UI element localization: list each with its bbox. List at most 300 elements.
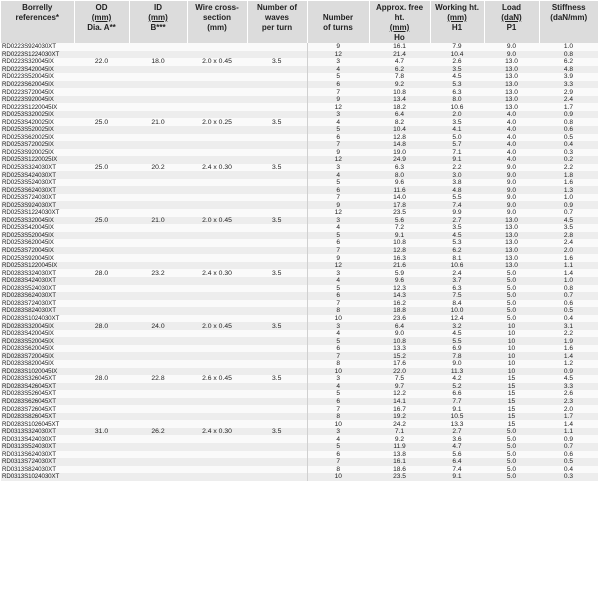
working-height-cell: 8.0 [430,96,484,104]
load-cell: 15 [484,375,539,383]
od-cell [74,43,129,51]
wire-section-cell [187,285,247,293]
stiffness-cell: 4.5 [539,217,598,225]
turns-cell: 6 [307,134,369,142]
id-cell [129,111,187,119]
stiffness-cell: 0.6 [539,451,598,459]
free-height-cell: 9.1 [369,232,430,240]
load-cell: 5.0 [484,269,539,277]
turns-cell: 3 [307,375,369,383]
working-height-cell: 5.5 [430,194,484,202]
id-cell: 20.2 [129,164,187,172]
waves-cell [247,443,307,451]
load-cell: 5.0 [484,473,539,481]
waves-cell [247,51,307,59]
reference-cell: RD0223S420045IX [1,66,74,74]
stiffness-cell: 2.2 [539,164,598,172]
reference-cell: RD0253S724030XT [1,194,74,202]
turns-cell: 9 [307,149,369,157]
wire-section-cell [187,473,247,481]
wire-section-cell [187,141,247,149]
free-height-cell: 13.8 [369,451,430,459]
waves-cell: 3.5 [247,375,307,383]
table-row [1,96,598,104]
reference-cell: RD0253S620025IX [1,134,74,142]
header-free-height: Approx. free ht. (mm) Ho [369,1,430,43]
turns-cell: 10 [307,420,369,428]
load-cell: 13.0 [484,254,539,262]
turns-cell: 5 [307,443,369,451]
waves-cell [247,390,307,398]
working-height-cell: 10.0 [430,307,484,315]
od-cell: 22.0 [74,58,129,66]
table-row [1,58,598,66]
reference-cell: RD0283S720045IX [1,352,74,360]
id-cell [129,337,187,345]
free-height-cell: 16.1 [369,458,430,466]
id-cell [129,186,187,194]
id-cell [129,435,187,443]
od-cell [74,300,129,308]
free-height-cell: 24.9 [369,156,430,164]
table-header [1,1,598,43]
waves-cell [247,224,307,232]
table-row [1,141,598,149]
reference-cell: RD0313S524030XT [1,443,74,451]
stiffness-cell: 0.5 [539,134,598,142]
turns-cell: 8 [307,360,369,368]
turns-cell: 5 [307,73,369,81]
reference-cell: RD0253S920045IX [1,254,74,262]
od-cell [74,209,129,217]
od-cell [74,224,129,232]
id-cell [129,179,187,187]
od-cell: 25.0 [74,118,129,126]
waves-cell [247,66,307,74]
reference-cell: RD0253S524030XT [1,179,74,187]
table-row [1,88,598,96]
table-row [1,352,598,360]
free-height-cell: 10.4 [369,126,430,134]
table-row [1,118,598,126]
reference-cell: RD0283S524030XT [1,285,74,293]
load-cell: 9.0 [484,43,539,51]
id-cell [129,352,187,360]
od-cell: 25.0 [74,217,129,225]
waves-cell [247,232,307,240]
stiffness-cell: 1.8 [539,171,598,179]
working-height-cell: 8.4 [430,300,484,308]
stiffness-cell: 0.5 [539,307,598,315]
turns-cell: 10 [307,473,369,481]
id-cell [129,254,187,262]
id-cell [129,194,187,202]
table-row [1,103,598,111]
header-id: ID (mm) B*** [129,1,187,43]
reference-cell: RD0253S420025IX [1,118,74,126]
od-cell [74,458,129,466]
working-height-cell: 10.6 [430,103,484,111]
table-row [1,73,598,81]
free-height-cell: 11.9 [369,443,430,451]
reference-cell: RD0223S1220045IX [1,103,74,111]
turns-cell: 7 [307,352,369,360]
free-height-cell: 12.3 [369,285,430,293]
free-height-cell: 9.6 [369,179,430,187]
reference-cell: RD0313S624030XT [1,451,74,459]
stiffness-cell: 0.9 [539,368,598,376]
turns-cell: 7 [307,88,369,96]
wire-section-cell [187,51,247,59]
free-height-cell: 12.8 [369,134,430,142]
waves-cell: 3.5 [247,164,307,172]
waves-cell [247,88,307,96]
wire-section-cell [187,352,247,360]
waves-cell [247,435,307,443]
id-cell: 26.2 [129,428,187,436]
waves-cell [247,81,307,89]
turns-cell: 3 [307,164,369,172]
wire-section-cell [187,390,247,398]
stiffness-cell: 1.7 [539,103,598,111]
od-cell [74,383,129,391]
free-height-cell: 10.8 [369,88,430,96]
wire-section-cell [187,232,247,240]
stiffness-cell: 0.7 [539,443,598,451]
free-height-cell: 4.7 [369,58,430,66]
table-row [1,428,598,436]
turns-cell: 5 [307,390,369,398]
stiffness-cell: 2.0 [539,247,598,255]
free-height-cell: 9.7 [369,383,430,391]
id-cell [129,201,187,209]
turns-cell: 9 [307,254,369,262]
waves-cell [247,141,307,149]
stiffness-cell: 1.4 [539,420,598,428]
turns-cell: 3 [307,428,369,436]
table-row [1,81,598,89]
table-row [1,285,598,293]
wire-section-cell: 2.4 x 0.30 [187,428,247,436]
turns-cell: 5 [307,285,369,293]
load-cell: 13.0 [484,73,539,81]
working-height-cell: 2.7 [430,217,484,225]
header-load: Load (daN) P1 [484,1,539,43]
turns-cell: 10 [307,368,369,376]
working-height-cell: 4.7 [430,443,484,451]
table-row [1,307,598,315]
free-height-cell: 23.5 [369,473,430,481]
turns-cell: 7 [307,458,369,466]
free-height-cell: 16.3 [369,254,430,262]
load-cell: 9.0 [484,186,539,194]
stiffness-cell: 4.5 [539,375,598,383]
working-height-cell: 5.3 [430,239,484,247]
table-row [1,451,598,459]
table-row [1,420,598,428]
working-height-cell: 10.5 [430,413,484,421]
free-height-cell: 7.8 [369,73,430,81]
wire-section-cell: 2.0 x 0.45 [187,217,247,225]
working-height-cell: 3.0 [430,171,484,179]
working-height-cell: 9.1 [430,156,484,164]
reference-cell: RD0253S720045IX [1,247,74,255]
od-cell [74,398,129,406]
reference-cell: RD0283S724030XT [1,300,74,308]
id-cell: 21.0 [129,217,187,225]
working-height-cell: 8.1 [430,254,484,262]
free-height-cell: 15.2 [369,352,430,360]
wire-section-cell [187,277,247,285]
waves-cell: 3.5 [247,428,307,436]
stiffness-cell: 1.3 [539,186,598,194]
load-cell: 5.0 [484,307,539,315]
stiffness-cell: 0.3 [539,149,598,157]
od-cell [74,81,129,89]
free-height-cell: 18.2 [369,103,430,111]
header-stiffness: Stiffness (daN/mm) [539,1,598,43]
load-cell: 13.0 [484,103,539,111]
load-cell: 5.0 [484,285,539,293]
turns-cell: 4 [307,66,369,74]
working-height-cell: 7.9 [430,43,484,51]
stiffness-cell: 2.3 [539,398,598,406]
waves-cell [247,307,307,315]
id-cell [129,262,187,270]
free-height-cell: 13.4 [369,96,430,104]
id-cell [129,466,187,474]
reference-cell: RD0253S520025IX [1,126,74,134]
working-height-cell: 4.1 [430,126,484,134]
reference-cell: RD0283S1020045IX [1,368,74,376]
wire-section-cell: 2.4 x 0.30 [187,269,247,277]
stiffness-cell: 1.9 [539,337,598,345]
load-cell: 5.0 [484,451,539,459]
wire-section-cell [187,413,247,421]
reference-cell: RD0283S826045XT [1,413,74,421]
stiffness-cell: 1.4 [539,352,598,360]
header-working-height: Working ht. (mm) H1 [430,1,484,43]
wire-section-cell [187,292,247,300]
waves-cell: 3.5 [247,217,307,225]
table-row [1,473,598,481]
load-cell: 15 [484,413,539,421]
table-row [1,405,598,413]
id-cell [129,73,187,81]
turns-cell: 7 [307,141,369,149]
od-cell [74,368,129,376]
stiffness-cell: 0.4 [539,315,598,323]
wire-section-cell [187,405,247,413]
wire-section-cell [187,194,247,202]
id-cell: 22.8 [129,375,187,383]
turns-cell: 7 [307,247,369,255]
waves-cell [247,156,307,164]
turns-cell: 7 [307,300,369,308]
load-cell: 4.0 [484,156,539,164]
waves-cell [247,285,307,293]
working-height-cell: 11.3 [430,368,484,376]
working-height-cell: 3.5 [430,224,484,232]
free-height-cell: 9.0 [369,330,430,338]
table-row [1,337,598,345]
working-height-cell: 10.4 [430,51,484,59]
id-cell [129,141,187,149]
waves-cell [247,134,307,142]
table-row [1,292,598,300]
wire-section-cell [187,81,247,89]
turns-cell: 3 [307,269,369,277]
free-height-cell: 18.8 [369,307,430,315]
load-cell: 10 [484,337,539,345]
load-cell: 13.0 [484,217,539,225]
working-height-cell: 3.6 [430,435,484,443]
wire-section-cell [187,330,247,338]
table-row [1,179,598,187]
free-height-cell: 24.2 [369,420,430,428]
wire-section-cell [187,179,247,187]
stiffness-cell: 3.9 [539,73,598,81]
table-row [1,458,598,466]
id-cell [129,360,187,368]
load-cell: 5.0 [484,435,539,443]
id-cell: 21.0 [129,118,187,126]
table-row [1,66,598,74]
table-row [1,111,598,119]
stiffness-cell: 0.8 [539,118,598,126]
load-cell: 13.0 [484,224,539,232]
id-cell [129,103,187,111]
load-cell: 15 [484,390,539,398]
turns-cell: 4 [307,171,369,179]
free-height-cell: 9.2 [369,81,430,89]
waves-cell [247,352,307,360]
wire-section-cell [187,315,247,323]
load-cell: 9.0 [484,164,539,172]
waves-cell [247,473,307,481]
id-cell [129,149,187,157]
load-cell: 9.0 [484,179,539,187]
waves-cell [247,171,307,179]
od-cell [74,73,129,81]
free-height-cell: 9.6 [369,277,430,285]
reference-cell: RD0283S624030XT [1,292,74,300]
id-cell: 18.0 [129,58,187,66]
od-cell [74,66,129,74]
stiffness-cell: 1.0 [539,194,598,202]
header-waves: Number of waves per turn [247,1,307,43]
stiffness-cell: 6.2 [539,58,598,66]
working-height-cell: 3.5 [430,118,484,126]
stiffness-cell: 3.1 [539,322,598,330]
reference-cell: RD0283S526045XT [1,390,74,398]
load-cell: 13.0 [484,247,539,255]
free-height-cell: 10.8 [369,337,430,345]
stiffness-cell: 2.4 [539,239,598,247]
od-cell: 28.0 [74,322,129,330]
turns-cell: 5 [307,232,369,240]
free-height-cell: 8.2 [369,118,430,126]
od-cell [74,451,129,459]
od-cell [74,254,129,262]
table-row [1,330,598,338]
working-height-cell: 5.5 [430,337,484,345]
free-height-cell: 5.9 [369,269,430,277]
turns-cell: 6 [307,292,369,300]
stiffness-cell: 1.6 [539,254,598,262]
header-wire-section: Wire cross- section (mm) [187,1,247,43]
id-cell [129,330,187,338]
stiffness-cell: 1.0 [539,277,598,285]
id-cell [129,232,187,240]
load-cell: 9.0 [484,171,539,179]
table-row [1,247,598,255]
working-height-cell: 7.5 [430,292,484,300]
wire-section-cell [187,300,247,308]
od-cell [74,330,129,338]
waves-cell [247,345,307,353]
wire-section-cell [187,360,247,368]
reference-cell: RD0253S424030XT [1,171,74,179]
working-height-cell: 5.0 [430,134,484,142]
load-cell: 4.0 [484,126,539,134]
wire-section-cell: 2.6 x 0.45 [187,375,247,383]
wire-section-cell [187,186,247,194]
wire-section-cell [187,420,247,428]
working-height-cell: 9.1 [430,473,484,481]
load-cell: 13.0 [484,81,539,89]
od-cell [74,360,129,368]
spring-spec-table [1,1,598,481]
od-cell [74,149,129,157]
od-cell: 28.0 [74,375,129,383]
turns-cell: 12 [307,262,369,270]
free-height-cell: 12.2 [369,390,430,398]
id-cell [129,390,187,398]
table-row [1,368,598,376]
wire-section-cell [187,66,247,74]
wire-section-cell [187,337,247,345]
waves-cell [247,315,307,323]
free-height-cell: 8.0 [369,171,430,179]
waves-cell [247,186,307,194]
table-row [1,435,598,443]
od-cell [74,285,129,293]
od-cell [74,292,129,300]
free-height-cell: 14.3 [369,292,430,300]
free-height-cell: 7.1 [369,428,430,436]
turns-cell: 6 [307,81,369,89]
load-cell: 13.0 [484,96,539,104]
reference-cell: RD0313S724030XT [1,458,74,466]
id-cell [129,171,187,179]
load-cell: 13.0 [484,262,539,270]
wire-section-cell [187,254,247,262]
stiffness-cell: 1.4 [539,269,598,277]
load-cell: 5.0 [484,292,539,300]
load-cell: 5.0 [484,277,539,285]
id-cell [129,300,187,308]
stiffness-cell: 0.6 [539,126,598,134]
turns-cell: 9 [307,201,369,209]
working-height-cell: 12.4 [430,315,484,323]
id-cell [129,285,187,293]
reference-cell: RD0223S720045IX [1,88,74,96]
table-row [1,149,598,157]
wire-section-cell [187,435,247,443]
id-cell [129,209,187,217]
id-cell [129,292,187,300]
